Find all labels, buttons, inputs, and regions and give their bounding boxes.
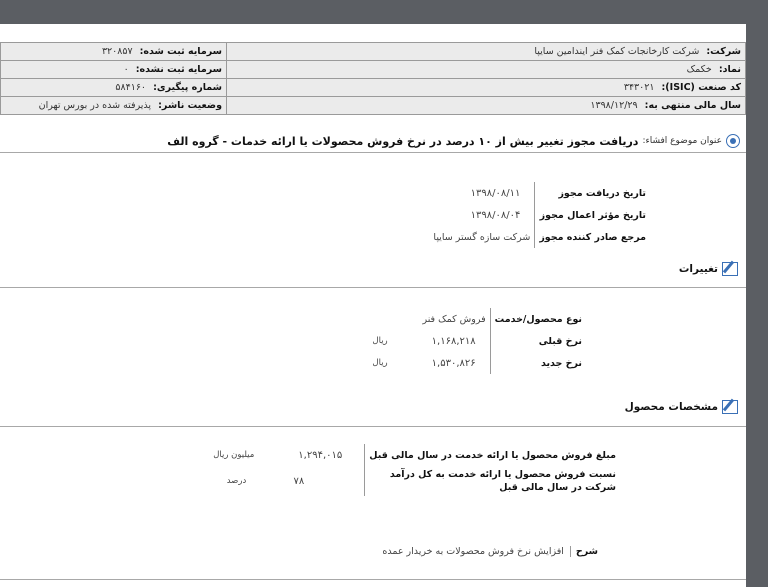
ratio-label-line-2: شرکت در سال مالی قبل xyxy=(499,482,616,493)
new-rate-unit: ریال xyxy=(372,358,388,368)
subject-title: دریافت مجوز تغییر بیش از ۱۰ درصد در نرخ فروش محصولات یا ارائه خدمات - گروه الف xyxy=(167,134,639,148)
divider xyxy=(0,152,746,153)
received-value: ۱۳۹۸/۰۸/۱۱ xyxy=(470,187,521,199)
permit-table xyxy=(429,182,650,248)
publisher-label: وضعیت ناشر: xyxy=(158,100,222,111)
target-icon xyxy=(726,134,740,148)
symbol-cell xyxy=(227,61,746,79)
description-value: افزایش نرخ فروش محصولات به خریدار عمده xyxy=(382,546,564,557)
changes-section xyxy=(679,262,738,276)
company-cell xyxy=(227,43,746,61)
divider xyxy=(0,426,746,427)
tracking-value: ۵۸۴۱۶۰ xyxy=(115,82,147,93)
effective-value: ۱۳۹۸/۰۸/۰۴ xyxy=(470,209,521,221)
description-label: شرح xyxy=(570,546,598,557)
prev-rate-unit: ریال xyxy=(372,336,388,346)
ratio-label-line-1: نسبت فروش محصول یا ارائه خدمت به کل درآمد xyxy=(389,469,616,480)
company-label: شرکت: xyxy=(706,46,741,57)
publisher-value: پذیرفته شده در بورس تهران xyxy=(38,100,152,111)
product-section xyxy=(625,400,738,414)
sales-unit: میلیون ریال xyxy=(213,450,255,460)
product-type-label: نوع محصول/خدمت xyxy=(490,308,586,330)
disclosure-page xyxy=(0,24,746,587)
subject-prefix: عنوان موضوع افشاء: xyxy=(642,136,722,146)
symbol-value: خکمک xyxy=(686,64,712,75)
reg-capital-cell xyxy=(1,43,227,61)
publisher-cell xyxy=(1,97,227,115)
effective-label: تاریخ مؤثر اعمال مجوز xyxy=(535,204,650,226)
company-info-table xyxy=(0,42,746,115)
authority-label: مرجع صادر کننده مجوز xyxy=(535,226,650,248)
symbol-label: نماد: xyxy=(718,64,741,75)
isic-value: ۳۴۳۰۲۱ xyxy=(623,82,655,93)
received-label: تاریخ دریافت مجوز xyxy=(535,182,650,204)
fiscal-value: ۱۳۹۸/۱۲/۲۹ xyxy=(590,100,638,111)
ratio-label xyxy=(365,466,620,496)
unreg-capital-label: سرمایه ثبت نشده: xyxy=(135,64,222,75)
reg-capital-label: سرمایه ثبت شده: xyxy=(139,46,222,57)
company-value: شرکت کارخانجات کمک فنر ایندامین سایپا xyxy=(534,46,700,57)
subject-line xyxy=(167,134,740,148)
edit-note-icon xyxy=(722,262,738,276)
fiscal-cell xyxy=(227,97,746,115)
new-rate-label: نرخ جدید xyxy=(490,352,586,374)
divider xyxy=(0,579,746,580)
product-table xyxy=(209,444,620,496)
product-type-value: فروش کمک فنر xyxy=(422,313,486,325)
tracking-label: شماره پیگیری: xyxy=(153,82,222,93)
ratio-value: ۷۸ xyxy=(293,475,305,487)
divider xyxy=(0,287,746,288)
authority-value: شرکت سازه گستر سایپا xyxy=(433,231,531,243)
isic-cell xyxy=(227,79,746,97)
unreg-capital-cell xyxy=(1,61,227,79)
edit-note-icon xyxy=(722,400,738,414)
new-rate-value: ۱,۵۳۰,۸۲۶ xyxy=(431,357,476,369)
description-row xyxy=(382,546,598,557)
unreg-capital-value: ۰ xyxy=(123,64,129,75)
sales-value: ۱,۲۹۴,۰۱۵ xyxy=(298,449,343,461)
sales-label: مبلغ فروش محصول یا ارائه خدمت در سال مالی قبل xyxy=(365,444,620,466)
product-title: مشخصات محصول xyxy=(624,401,718,413)
ratio-unit: درصد xyxy=(226,476,247,486)
prev-rate-label: نرخ قبلی xyxy=(490,330,586,352)
changes-title: تغییرات xyxy=(678,263,718,275)
isic-label: کد صنعت (ISIC): xyxy=(661,82,741,93)
changes-table xyxy=(368,308,586,374)
fiscal-label: سال مالی منتهی به: xyxy=(644,100,741,111)
reg-capital-value: ۳۲۰۸۵۷ xyxy=(101,46,133,57)
tracking-cell xyxy=(1,79,227,97)
prev-rate-value: ۱,۱۶۸,۲۱۸ xyxy=(431,335,476,347)
